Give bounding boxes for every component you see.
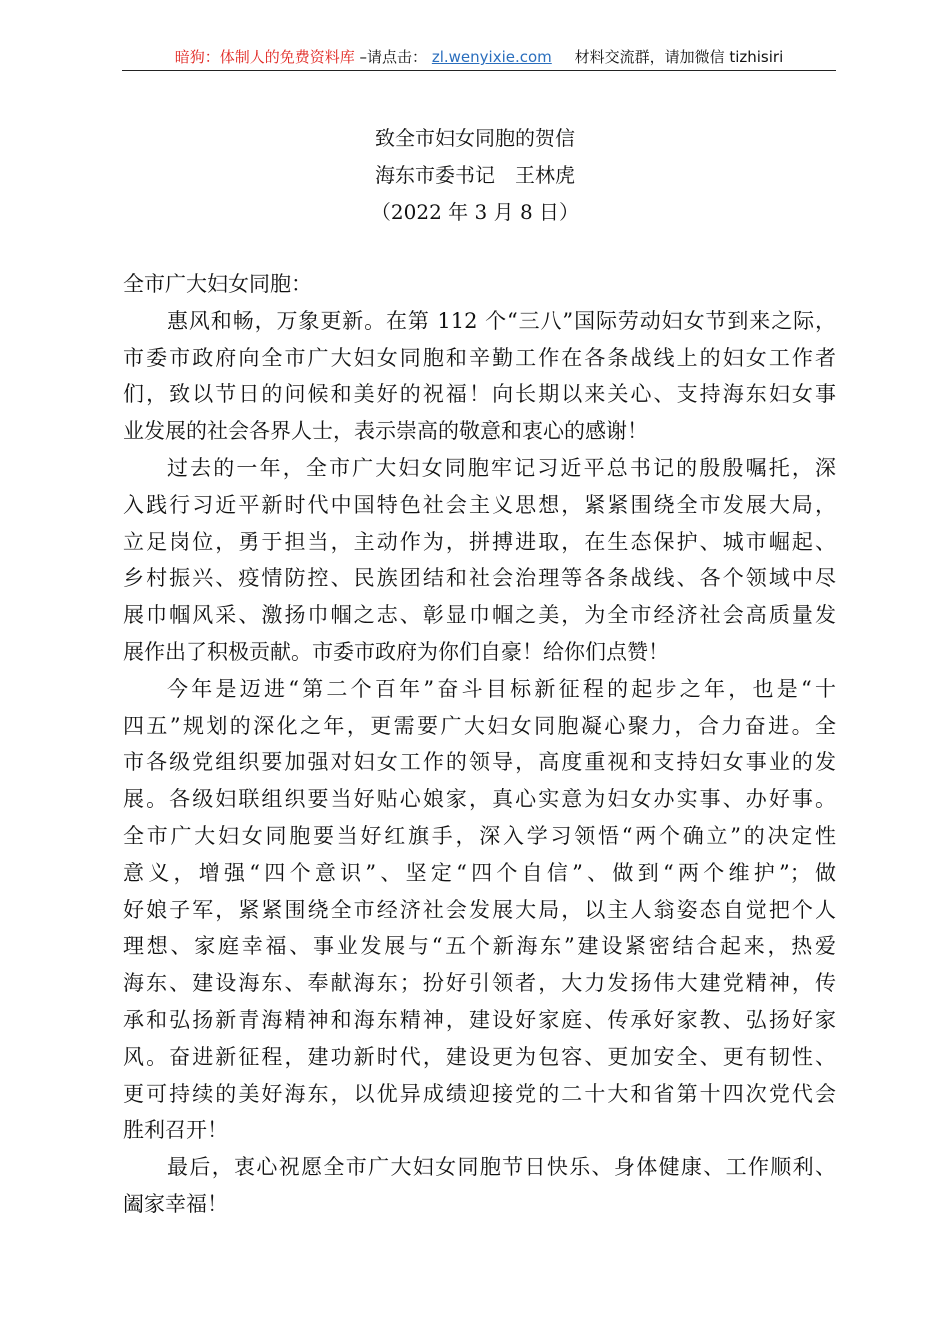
paragraph-line: 理想、家庭幸福、事业发展与“五个新海东”建设紧密结合起来，热爱 [123,934,836,959]
paragraph-line: 今年是迈进“第二个百年”奋斗目标新征程的起步之年，也是“十 [167,676,836,701]
paragraph-line: 更可持续的美好海东，以优异成绩迎接党的二十大和省第十四次党代会 [123,1081,836,1106]
paragraph-line: 市委市政府向全市广大妇女同胞和辛勤工作在各条战线上的妇女工作者 [123,345,836,370]
paragraph-line: 入践行习近平新时代中国特色社会主义思想，紧紧围绕全市发展大局， [123,492,836,517]
paragraph-line: 胜利召开！ [123,1118,228,1143]
salutation: 全市广大妇女同胞： [123,272,312,296]
paragraph-line: 展巾帼风采、激扬巾帼之志、彰显巾帼之美，为全市经济社会高质量发 [123,603,836,628]
paragraph-line: 惠风和畅，万象更新。在第 112 个“三八”国际劳动妇女节到来之际， [167,308,836,333]
paragraph-line: 意义，增强“四个意识”、坚定“四个自信”、做到“两个维护”；做 [123,860,836,885]
paragraph-line: 市各级党组织要加强对妇女工作的领导，高度重视和支持妇女事业的发 [123,750,836,775]
paragraph-line: 过去的一年，全市广大妇女同胞牢记习近平总书记的殷殷嘱托，深 [167,455,836,480]
paragraph-line: 乡村振兴、疫情防控、民族团结和社会治理等各条战线、各个领域中尽 [123,566,836,591]
paragraph-line: 展。各级妇联组织要当好贴心娘家，真心实意为妇女办实事、办好事。 [123,787,836,812]
paragraph-line: 们，致以节日的问候和美好的祝福！向长期以来关心、支持海东妇女事 [123,382,836,407]
paragraph-line: 四五”规划的深化之年，更需要广大妇女同胞凝心聚力，合力奋进。全 [123,713,836,738]
page-header [122,46,836,71]
paragraph-line: 海东、建设海东、奉献海东；扮好引领者，大力发扬伟大建党精神，传 [123,971,836,996]
paragraph-line: 全市广大妇女同胞要当好红旗手，深入学习领悟“两个确立”的决定性 [123,823,836,848]
paragraph-line: 阖家幸福！ [123,1191,228,1216]
paragraph-line: 立足岗位，勇于担当，主动作为，拼搏进取，在生态保护、城市崛起、 [123,529,836,554]
document-date: （2022 年 3 月 8 日） [370,200,580,224]
header-brand: 暗狗：体制人的免费资料库 [174,48,355,66]
paragraph-line: 风。奋进新征程，建功新时代，建设更为包容、更加安全、更有韧性、 [123,1044,836,1069]
paragraph-line: 业发展的社会各界人士，表示崇高的敬意和衷心的感谢！ [123,419,648,444]
header-contact: 材料交流群，请加微信 tizhisiri [574,48,784,66]
paragraph-line: 承和弘扬新青海精神和海东精神，建设好家庭、传承好家教、弘扬好家 [123,1007,836,1032]
paragraph-line: 展作出了积极贡献。市委市政府为你们自豪！给你们点赞！ [123,639,669,664]
header-prompt: –请点击： [359,48,428,66]
document-author: 海东市委书记 王林虎 [375,163,575,187]
header-link[interactable]: zl.wenyixie.com [431,48,552,66]
paragraph-line: 好娘子军，紧紧围绕全市经济社会发展大局，以主人翁姿态自觉把个人 [123,897,836,922]
paragraph-line: 最后，衷心祝愿全市广大妇女同胞节日快乐、身体健康、工作顺利、 [167,1155,836,1180]
document-title: 致全市妇女同胞的贺信 [375,126,575,150]
document-body [123,266,836,1223]
